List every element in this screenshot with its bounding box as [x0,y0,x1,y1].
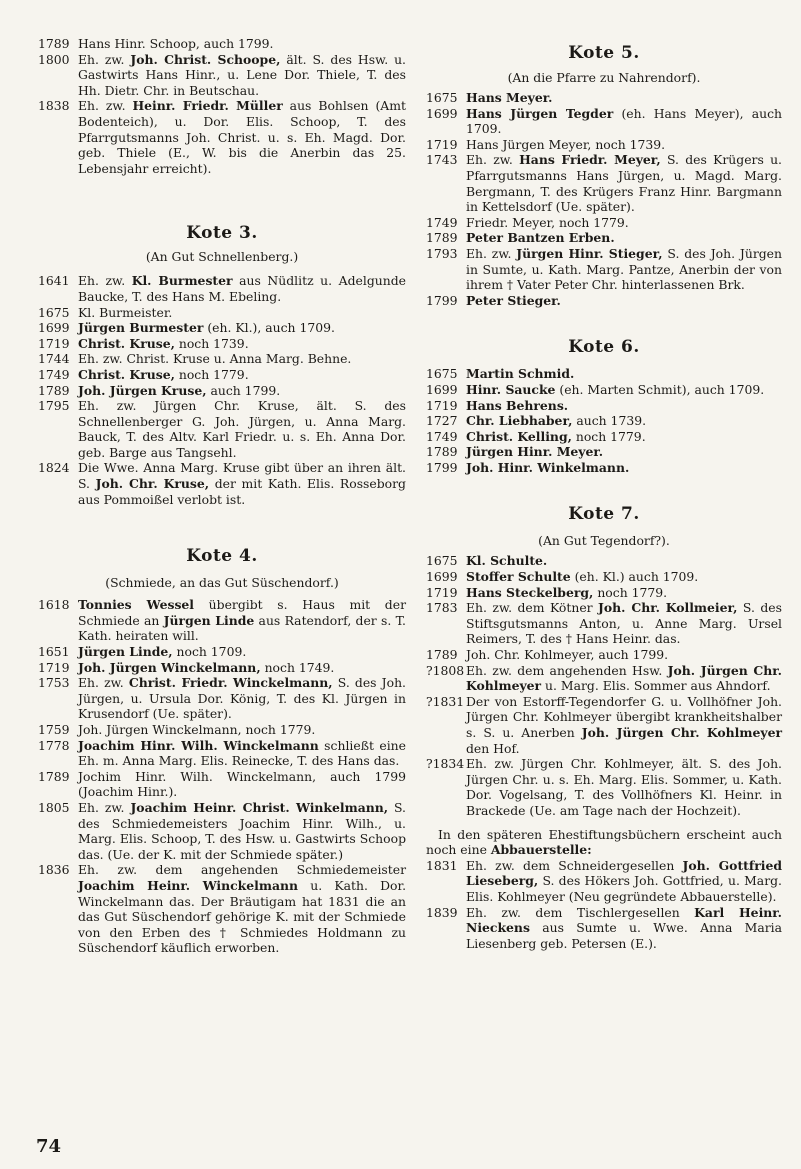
entry-text-part: Eh. zw. Christ. Kruse u. Anna Marg. Behne. [78,351,352,367]
entry-name-bold: Peter Bantzen Erben. [466,230,615,246]
entry-text-part: Eh. zw. dem angehenden Schmiedemeister [78,862,406,878]
entry-year: 1789 [426,230,458,246]
entry-text-part: S. des Stiftsgutsmanns Anton, u. Anne Marg. Ursel Reimers, T. des † Hans Heinr. das. [466,600,782,647]
entry-year: ?1834 [426,756,465,772]
entry-row [38,36,406,52]
page-number: 74 [36,1136,62,1157]
entry-text [78,98,406,176]
entry-row [38,383,406,399]
entry-year: 1699 [426,569,458,585]
entry-text-part: auch 1799. [206,382,281,398]
entry-name-bold: Joh. Jürgen Chr. Kohlmeyer [466,662,782,694]
entry-row [38,336,406,352]
paragraph-bold: Abbauerstelle: [490,842,592,858]
entry-name-bold: Tonnies Wessel [78,597,195,613]
entry-name-bold: Joh. Chr. Kruse, [95,476,210,492]
entry-row [426,293,782,309]
section-title: Kote 3. [186,223,258,244]
entry-text-part: schließt eine Eh. m. Anna Marg. Elis. Reinecke, T. des Hans das. [78,737,406,769]
entry-text-part: Eh. zw. dem Schneidergesellen [466,857,683,873]
entry-row [38,675,406,722]
entry-row [426,398,782,414]
entry-text [78,305,406,321]
entry-row [426,90,782,106]
entry-text-part: Eh. zw. [78,98,133,114]
entry-text [466,382,782,398]
entry-text-part: Hans Jürgen Meyer, noch 1739. [466,136,666,152]
entry-name-bold: Joh. Jürgen Chr. Kohlmeyer [581,725,782,740]
entry-row [426,569,782,585]
entry-text-part: Eh. zw. dem angehenden Hsw. [466,662,668,678]
entry-name-bold: Stoffer Schulte [466,569,571,585]
entry-name-bold: Kl. Burmester [131,273,233,289]
entry-year: 1789 [38,36,70,51]
entry-row [38,800,406,862]
kote7-entries [426,553,782,818]
entry-text [466,137,782,153]
entry-row [426,106,782,137]
entry-text-part: Eh. zw. dem Tischlergesellen [466,904,695,920]
entry-text-part: aus Bohlsen (Amt Bodenteich), u. Dor. Elis. Schoop, T. des Pfarrgutsmanns Joh. Christ. u. s. Eh. Magd. Dor. geb. Thiele (E., W. bis die Anerbin das 25. Lebensjahr erreicht). [78,98,406,176]
entry-text [466,600,782,647]
entry-row [38,862,406,956]
entry-year: 1778 [38,737,70,753]
entry-text-part: Eh. zw. [78,273,132,289]
entry-name-bold: Joachim Hinr. Wilh. Winckelmann [78,737,319,753]
kote6-entries [426,366,782,475]
entry-text [78,383,406,399]
entry-year: 1759 [38,722,70,737]
entry-text-part: der mit Kath. Elis. Rosseborg aus Pommoißel verlobt ist. [78,476,406,507]
entry-text-part: aus Nüdlitz u. Adelgunde Baucke, T. des Hans M. Ebeling. [78,273,406,304]
entry-text [466,553,782,569]
entry-text [466,366,782,382]
entry-year: 1789 [426,647,458,663]
entry-text-part: Eh. zw. Jürgen Chr. Kruse, ält. S. des Schnellenberger G. Joh. Jürgen, u. Anna Marg. Bauck, T. des Altv. Karl Friedr. u. s. Eh. Anna Dor. geb. Barge aus Tangsehl. [78,398,406,460]
abbauer-entries [426,858,782,952]
entry-name-bold: Peter Stieger. [466,292,561,308]
entry-text [78,398,406,460]
entry-text [466,460,782,476]
entry-year: 1799 [426,459,458,475]
entry-text [466,444,782,460]
kote7-section [426,503,782,951]
entry-year: 1719 [426,136,458,152]
entry-year: 1651 [38,644,70,660]
entry-row [426,905,782,952]
entry-year: 1831 [426,857,458,873]
entry-text [78,460,406,507]
entry-row [38,460,406,507]
entry-row [426,444,782,460]
entry-text-part: Der von Estorff-Tegendorfer G. u. Vollhöfner Joh. Jürgen Chr. Kohlmeyer übergibt krankheitshalber s. S. u. Anerben [466,693,782,740]
entry-text-part: Friedr. Meyer, noch 1779. [466,214,629,230]
entry-year: 1699 [426,381,458,397]
entry-year: 1719 [426,584,458,600]
entry-row [426,382,782,398]
entry-row [426,663,782,694]
entry-name-bold: Joh. Gottfried Lieseberg, [466,857,782,889]
entry-text-part: aus Ratendorf, der s. T. Kath. heiraten will. [78,612,406,644]
entry-year: 1675 [38,304,70,320]
entry-year: 1789 [38,382,70,398]
entry-row [38,644,406,660]
entry-year: 1719 [38,335,70,351]
entry-year: 1789 [426,444,458,460]
entry-text [78,862,406,956]
entry-name-bold: Hans Steckelberg, [466,584,594,600]
entry-text-part: S. des Schmiedemeisters Joachim Hinr. Wilh., u. Marg. Elis. Schoop, T. des Hsw. u. Gastwirts Schoop das. (Ue. der K. mit der Schmiede später.) [78,799,406,862]
entry-name-bold: Hans Meyer. [466,90,553,105]
section-subtitle: (An Gut Tegendorf?). [538,533,670,549]
entry-name-bold: Joh. Hinr. Winkelmann. [466,459,630,475]
entry-text [466,215,782,231]
kote5-section [426,42,782,308]
entry-row [426,246,782,293]
entry-name-bold: Martin Schmid. [466,366,575,382]
entry-name-bold: Christ. Kelling, [466,428,572,444]
abbauer-paragraph [426,827,782,858]
entry-year: 1675 [426,553,458,569]
entry-year: 1795 [38,398,70,414]
entry-row [38,597,406,644]
entry-row [426,366,782,382]
entry-year: 1753 [38,675,70,691]
entry-year: 1618 [38,597,70,613]
top-entries [38,36,406,176]
entry-year: 1836 [38,862,70,878]
entry-row [426,585,782,601]
entry-name-bold: Christ. Friedr. Winckelmann, [128,675,333,691]
entry-text-part: auch 1739. [572,413,647,429]
entry-text [466,246,782,293]
entry-text [78,320,406,336]
entry-text [78,660,406,676]
entry-row [38,351,406,367]
section-subtitle: (Schmiede, an das Gut Süschendorf.) [105,575,339,591]
entry-row [426,230,782,246]
entry-row [426,460,782,476]
entry-text [466,694,782,756]
entry-text [466,647,782,663]
entry-text [466,756,782,818]
entry-year: 1749 [426,428,458,444]
entry-row [426,137,782,153]
entry-row [38,722,406,738]
entry-text [466,663,782,694]
entry-name-bold: Jürgen Hinr. Stieger, [516,245,663,261]
entry-text [466,230,782,246]
entry-text-part: noch 1779. [571,428,646,444]
entry-row [38,367,406,383]
entry-row [426,858,782,905]
entry-name-bold: Kl. Schulte. [466,553,548,569]
entry-name-bold: Christ. Kruse, [78,366,175,382]
entry-text-part: Eh. zw. [466,152,520,168]
entry-row [426,647,782,663]
entry-row [426,413,782,429]
entry-row [38,398,406,460]
entry-text-part: noch 1779. [593,584,668,600]
kote4-section [38,545,406,956]
entry-year: 1839 [426,904,458,920]
entry-text-part: S. des Joh. Jürgen in Sumte, u. Kath. Marg. Pantze, Anerbin der von ihrem † Vater Peter Chr. hinterlassenen Brk. [466,245,782,293]
entry-text-part: Eh. zw. Jürgen Chr. Kohlmeyer, ält. S. des Joh. Jürgen Chr. u. s. Eh. Marg. Elis. Sommer, u. Kath. Dor. Vogelsang, T. des Vollhöfners Kl. Heinr. in Brackede (Ue. am Tage nach der Hochzeit). [466,756,782,818]
entry-text-part: Eh. zw. dem Kötner [466,600,599,616]
paragraph-text: In den späteren Ehestiftungsbüchern erscheint auch noch eine [426,826,782,858]
entry-row [38,660,406,676]
section-title: Kote 4. [186,546,258,567]
entry-name-bold: Joh. Jürgen Winckelmann, [78,659,261,675]
entry-year: 1675 [426,90,458,105]
entry-row [426,553,782,569]
entry-text [78,769,406,800]
section-subtitle: (An die Pfarre zu Nahrendorf). [507,70,701,85]
entry-text-part: S. des Krügers u. Pfarrgutsmanns Hans Jürgen, u. Magd. Marg. Bergmann, T. des Krügers Franz Hinr. Bargmann in Kettelsdorf (Ue. später). [466,152,782,215]
entry-text [78,367,406,383]
entry-text-part: Die Wwe. Anna Marg. Kruse gibt über an ihren ält. S. [78,460,406,492]
entry-year: 1743 [426,152,458,168]
entry-text-part: Joh. Jürgen Winckelmann, noch 1779. [78,722,316,737]
entry-name-bold: Joh. Jürgen Kruse, [78,382,207,398]
entry-text [466,858,782,905]
entry-text-part: noch 1779. [174,366,249,382]
entry-text-part: Hans Hinr. Schoop, auch 1799. [78,36,274,51]
entry-text-part: (eh. Kl.) auch 1709. [570,569,699,585]
entry-name-bold: Christ. Kruse, [78,335,175,351]
entry-year: 1749 [426,214,458,230]
entry-text-part: S. des Hökers Joh. Gottfried, u. Marg. Elis. Kohlmeyer (Neu gegründete Abbauerstelle). [466,873,782,904]
entry-text-part: ält. S. des Hsw. u. Gastwirts Hans Hinr., u. Lene Dor. Thiele, T. des Hh. Dietr. Chr. in Beutschau. [78,51,406,98]
entry-text-part: noch 1749. [260,659,335,675]
kote3-entries [38,273,406,507]
entry-name-bold: Joachim Heinr. Christ. Winkelmann, [130,799,389,815]
section-title: Kote 7. [568,504,640,525]
entry-text-part: Kl. Burmeister. [78,304,173,320]
entry-year: 1699 [426,105,458,121]
kote6-section [426,336,782,475]
entry-year: 1719 [426,397,458,413]
entry-year: 1675 [426,366,458,382]
entry-text-part: Eh. zw. [466,245,517,261]
left-column [38,0,406,956]
entry-row [38,738,406,769]
entry-text-part: Joh. Chr. Kohlmeyer, auch 1799. [466,647,669,663]
section-title: Kote 6. [568,337,640,358]
entry-text [78,36,406,52]
entry-text [466,293,782,309]
entry-text-part: aus Sumte u. Wwe. Anna Maria Liesenberg geb. Petersen (E.). [466,920,782,951]
entry-text [466,413,782,429]
entry-name-bold: Chr. Liebhaber, [466,413,573,429]
entry-text-part: u. Kath. Dor. Winckelmann das. Der Bräutigam hat 1831 die an das Gut Süschendorf gehörige K. mit der Schmiede von den Erben des † Schmiedes Holdmann zu Süschendorf käuflich erworben. [78,877,407,956]
entry-text [466,429,782,445]
entry-row [38,320,406,336]
entry-name-bold: Joachim Heinr. Winckelmann [78,877,299,893]
kote3-section [38,222,406,507]
entry-name-bold: Hinr. Saucke [466,381,556,397]
entry-text-part: S. des Joh. Jürgen, u. Ursula Dor. König, T. des Kl. Jürgen in Krusendorf (Ue. später). [78,675,406,722]
entry-name-bold: Hans Jürgen Tegder [466,105,614,121]
entry-row [426,152,782,214]
entry-text [78,336,406,352]
entry-year: ?1808 [426,662,465,678]
entry-year: 1805 [38,799,70,815]
entry-text [466,106,782,137]
entry-year: 1824 [38,460,70,476]
kote5-entries [426,90,782,308]
entry-name-bold: Jürgen Linde, [78,644,173,660]
entry-row [38,273,406,304]
entry-name-bold: Jürgen Hinr. Meyer. [466,444,604,460]
entry-row [426,600,782,647]
entry-year: ?1831 [426,693,465,709]
kote4-entries [38,597,406,956]
entry-text-part: noch 1739. [174,335,249,351]
entry-text [78,738,406,769]
entry-name-bold: Hans Friedr. Meyer, [519,152,661,168]
entry-year: 1789 [38,768,70,784]
entry-text-part: Eh. zw. [78,675,129,691]
entry-text [466,398,782,414]
entry-year: 1800 [38,51,70,67]
entry-name-bold: Hans Behrens. [466,397,569,413]
entry-text [466,585,782,601]
entry-year: 1744 [38,351,70,367]
entry-text-part: (eh. Marten Schmit), auch 1709. [555,381,765,397]
entry-year: 1727 [426,413,458,429]
entry-text-part: Eh. zw. [78,799,131,815]
entry-row [38,52,406,99]
right-column [426,0,782,951]
entry-text-part: übergibt s. Haus mit der Schmiede an [78,597,406,628]
entry-name-bold: Joh. Chr. Kollmeier, [598,600,738,616]
entry-row [426,694,782,756]
entry-year: 1699 [38,320,70,336]
entry-text [78,597,406,644]
entry-text [78,52,406,99]
entry-text-part: Eh. zw. [78,51,131,67]
entry-year: 1799 [426,292,458,308]
entry-text [78,273,406,304]
entry-name-bold: Heinr. Friedr. Müller [132,98,283,114]
entry-year: 1838 [38,98,70,114]
entry-text-part: (eh. Hans Meyer), auch 1709. [466,105,782,137]
entry-row [38,305,406,321]
entry-year: 1793 [426,245,458,261]
entry-text [466,569,782,585]
entry-text [78,351,406,367]
entry-text [78,722,406,738]
entry-name-bold: Karl Heinr. Nieckens [466,904,782,936]
entry-text [78,800,406,862]
entry-text [466,90,782,106]
section-subtitle: (An Gut Schnellenberg.) [145,249,299,265]
entry-text-part: u. Marg. Elis. Sommer aus Ahndorf. [541,678,771,694]
entry-text [78,644,406,660]
entry-row [426,215,782,231]
entry-text-part: noch 1709. [172,644,247,660]
entry-text-part: den Hof. [466,740,520,756]
entry-year: 1719 [38,659,70,675]
entry-name-bold: Jürgen Linde [163,612,255,628]
entry-row [426,429,782,445]
entry-name-bold: Jürgen Burmester [78,320,204,336]
entry-year: 1641 [38,273,70,289]
entry-text [78,675,406,722]
entry-year: 1749 [38,366,70,382]
entry-row [426,756,782,818]
entry-text [466,152,782,214]
entry-text-part: (eh. Kl.), auch 1709. [203,320,335,336]
entry-text [466,905,782,952]
entry-year: 1783 [426,600,458,616]
entry-row [38,98,406,176]
entry-text-part: Jochim Hinr. Wilh. Winckelmann, auch 1799 (Joachim Hinr.). [78,768,406,800]
entry-name-bold: Joh. Christ. Schoope, [130,51,281,67]
section-title: Kote 5. [568,43,640,63]
entry-row [38,769,406,800]
